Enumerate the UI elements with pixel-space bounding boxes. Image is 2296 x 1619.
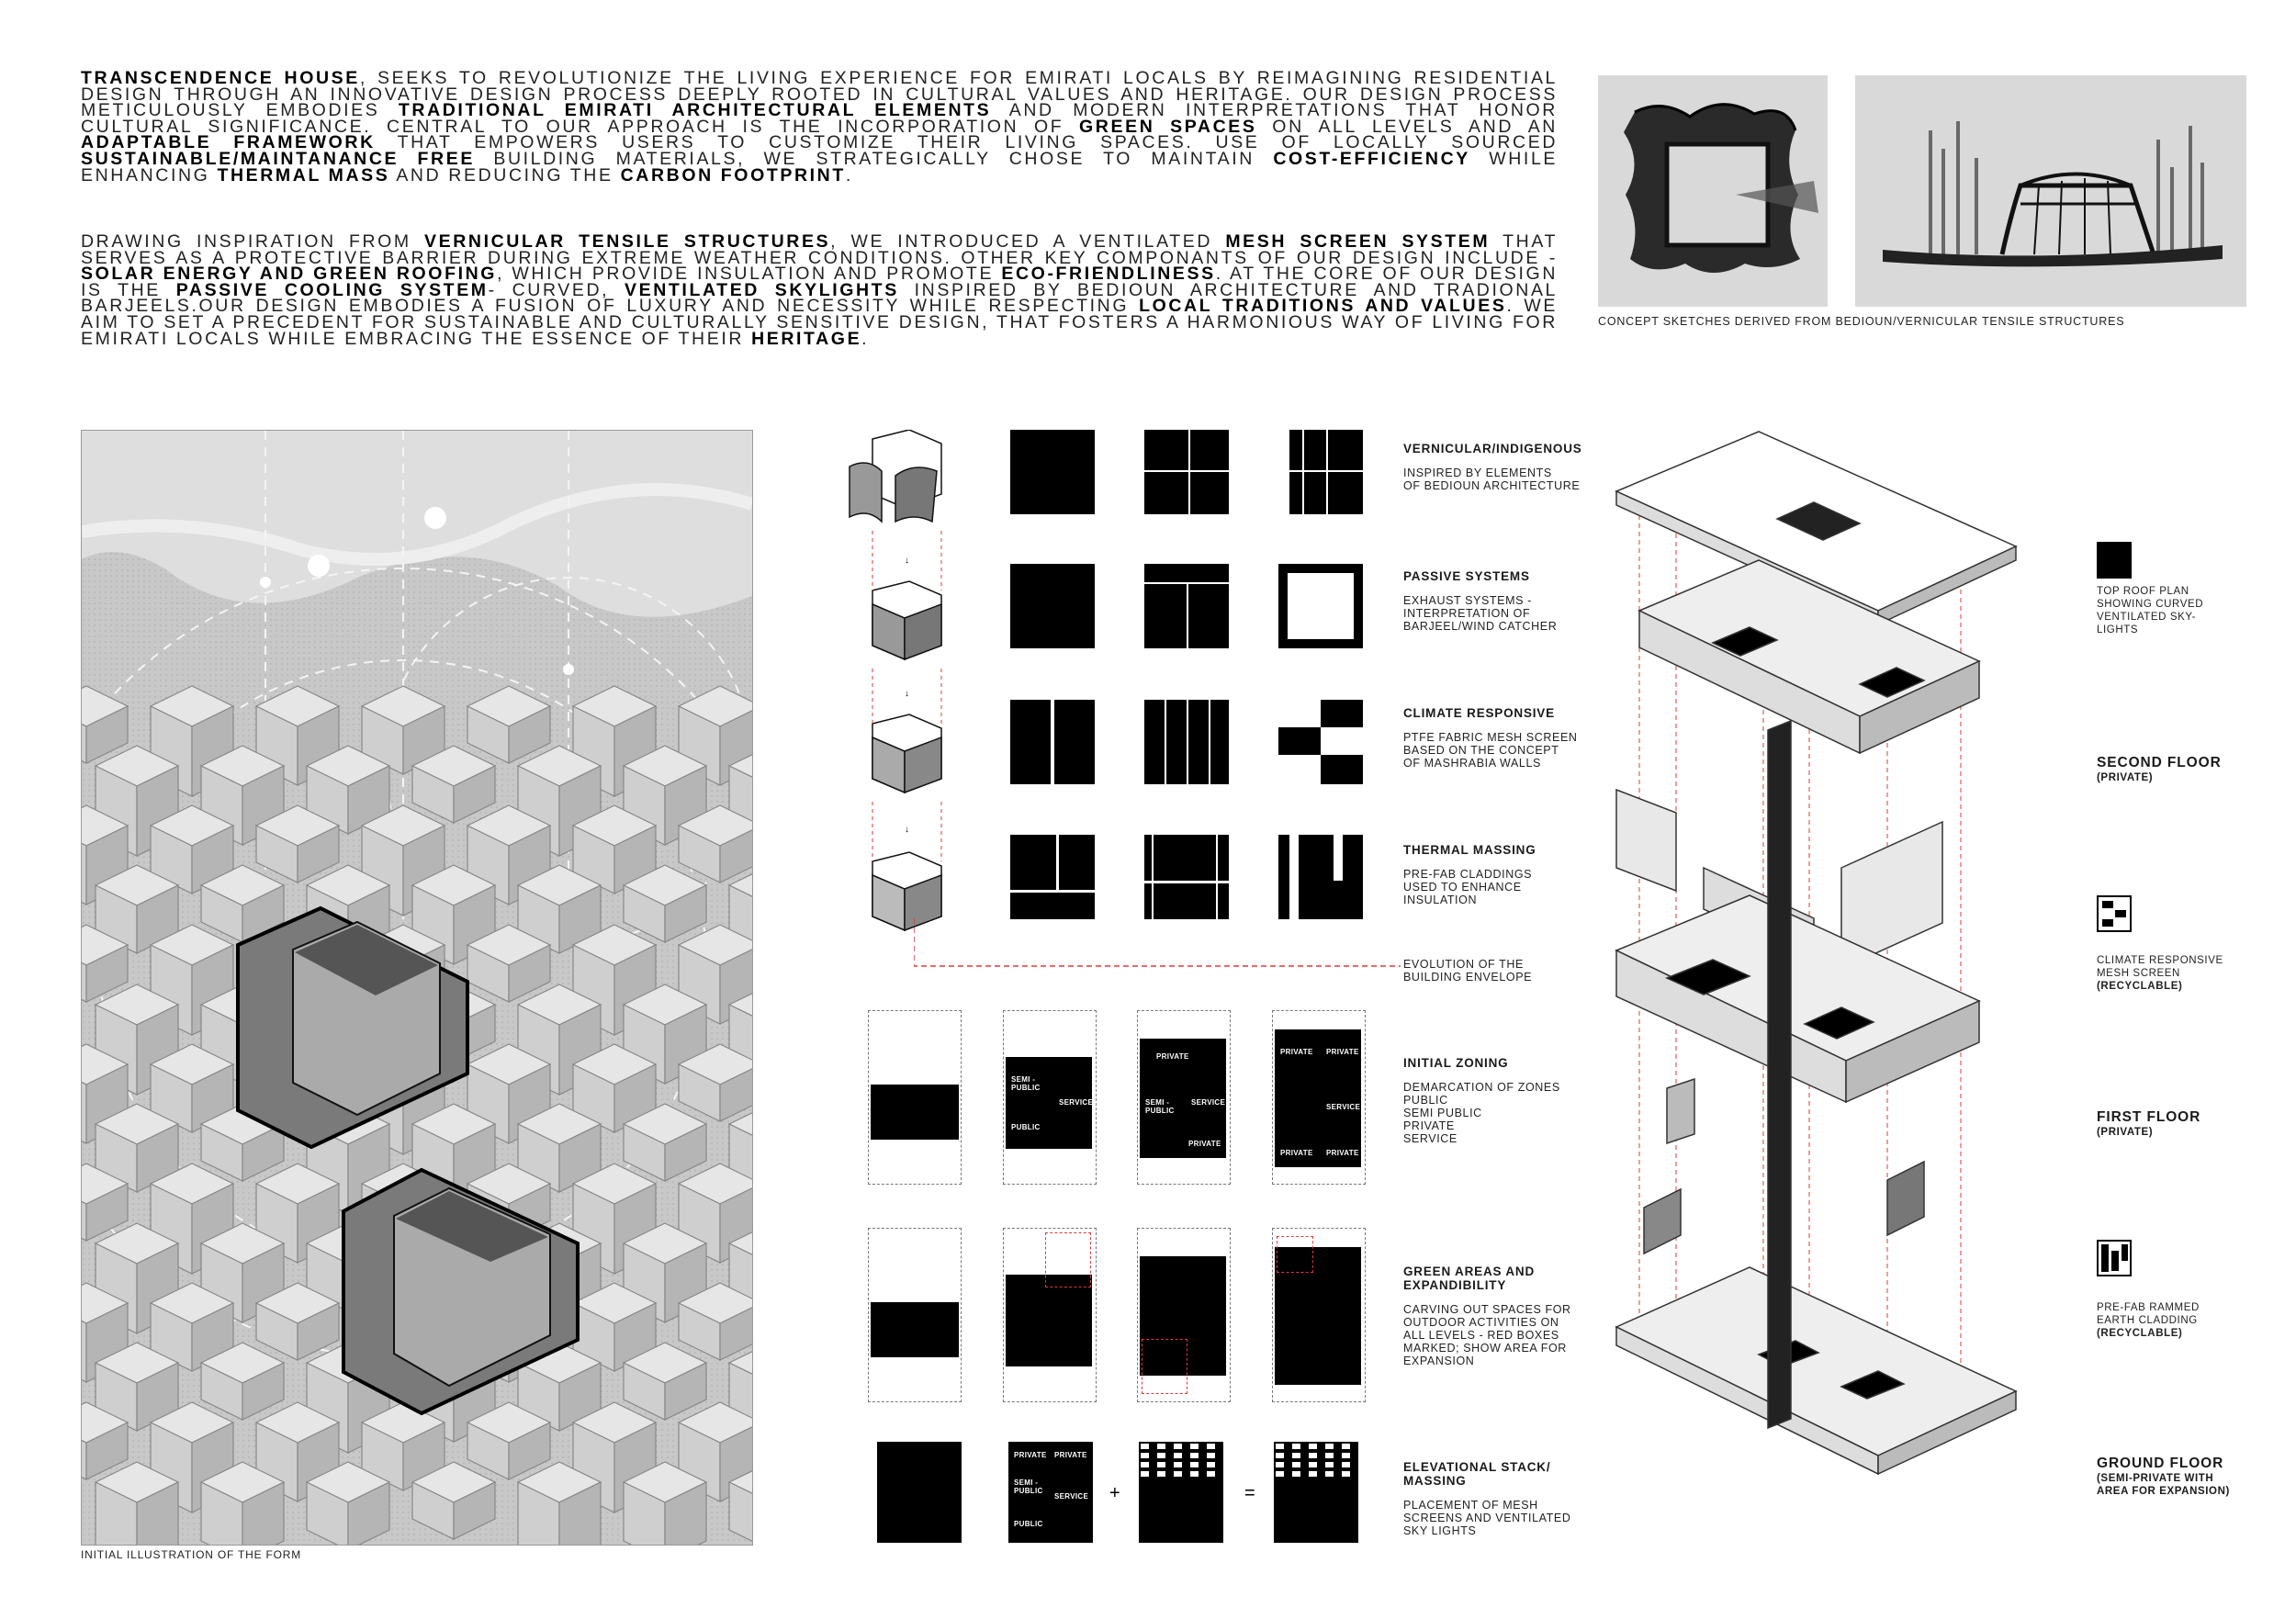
mesh-cell	[1207, 1462, 1215, 1467]
para2-run-16: .	[861, 328, 870, 349]
mesh-cell	[1207, 1453, 1215, 1458]
legend-roof: TOP ROOF PLAN SHOWING CURVED VENTILATED SKY- LIGHTS	[2097, 586, 2204, 635]
zoning-frame	[1137, 1228, 1231, 1402]
stack-block	[877, 1442, 962, 1543]
evolution-square-cut	[1216, 835, 1218, 919]
evo-row-1-desc: INSPIRED BY ELEMENTS OF BEDIOUN ARCHITECTURE	[1403, 467, 1581, 492]
stack-block	[1008, 1442, 1093, 1543]
floor-label-ground: GROUND FLOOR (SEMI-PRIVATE WITH AREA FOR EXPANSION)	[2097, 1456, 2230, 1497]
evolution-square	[1278, 564, 1363, 648]
mesh-cell	[1276, 1444, 1284, 1449]
para2-run-9: PASSIVE COOLING SYSTEM	[175, 279, 489, 300]
zoning-row-1-desc: DEMARCATION OF ZONES PUBLIC SEMI PUBLIC PRIVATE SERVICE	[1403, 1081, 1560, 1145]
para2-run-11: VENTILATED SKYLIGHTS	[625, 279, 899, 300]
sketch-caption: CONCEPT SKETCHES DERIVED FROM BEDIOUN/VERNICULAR TENSILE STRUCTURES	[1598, 315, 2125, 328]
para2-run-1: VERNICULAR TENSILE STRUCTURES	[424, 231, 831, 252]
para2-run-13: LOCAL TRADITIONS AND VALUES	[1139, 296, 1507, 317]
zone-label-semi-public: SEMI - PUBLIC	[1145, 1098, 1175, 1115]
intro-paragraph-1	[81, 68, 1559, 186]
mesh-cell	[1276, 1471, 1284, 1477]
zone-label-private: PRIVATE	[1326, 1048, 1359, 1056]
mesh-cell	[1292, 1462, 1300, 1467]
mesh-cell	[1342, 1471, 1350, 1477]
stack-zone-label: SERVICE	[1054, 1492, 1089, 1501]
para1-run-3: AND MODERN INTERPRETATIONS THAT HONOR CULTURAL SIGNIFICANCE. CENTRAL TO OUR APPROACH IS THE INCORPORATION OF	[81, 100, 1558, 137]
para1-run-0: TRANSCENDENCE HOUSE	[81, 68, 360, 88]
zoning-row-1-title: INITIAL ZONING	[1403, 1056, 1509, 1070]
expansion-area-box	[1045, 1232, 1091, 1287]
initial-illustration	[81, 430, 753, 1546]
mesh-cell	[1141, 1471, 1149, 1477]
mesh-cell	[1174, 1444, 1182, 1449]
evo-row-1-label	[1403, 442, 1587, 492]
evolution-square-cut	[1144, 470, 1229, 472]
expansion-area-box	[1142, 1339, 1187, 1394]
zone-label-private: PRIVATE	[1280, 1149, 1313, 1157]
zoning-row-2-title: GREEN AREAS AND EXPANDIBILITY	[1403, 1265, 1536, 1292]
evolution-square-cut	[1165, 700, 1166, 784]
para1-run-4: GREEN SPACES	[1079, 116, 1257, 137]
evo-row-1-title: VERNICULAR/INDIGENOUS	[1403, 442, 1582, 455]
evolution-square-cut	[1056, 835, 1059, 890]
zoning-row-2-label	[1403, 1265, 1587, 1367]
evolution-cubes	[831, 430, 960, 944]
concept-sketch-plan	[1598, 75, 1828, 307]
evolution-square-cut	[1010, 890, 1095, 893]
para1-run-12: THERMAL MASS	[217, 164, 390, 186]
para1-run-1: , SEEKS TO REVOLUTIONIZE THE LIVING EXPERIENCE FOR EMIRATI LOCALS BY REIMAGINING RESIDENTIAL DESIGN THROUGH AN INNOVATIVE DESIGN PROCESS DEEPLY ROOTED IN CULTURAL VALUES AND HERITAGE. OUR DESIGN PROCESS METICULOUSLY EMBODIES	[81, 68, 1558, 121]
evo-row-4-title: THERMAL MASSING	[1403, 843, 1536, 857]
para2-run-0: DRAWING INSPIRATION FROM	[81, 231, 425, 252]
stack-zone-label: PRIVATE	[1054, 1451, 1087, 1459]
para2-run-10: - CURVED,	[488, 279, 625, 300]
evo-row-2-label	[1403, 569, 1587, 633]
evolution-square-cut	[1278, 755, 1321, 784]
para2-run-8: . AT THE CORE OF OUR DESIGN IS THE	[81, 264, 1558, 300]
mesh-cell	[1174, 1471, 1182, 1477]
mesh-cell	[1157, 1462, 1165, 1467]
evolution-square	[1010, 835, 1095, 919]
zoning-frame	[868, 1228, 962, 1402]
mesh-cell	[1174, 1453, 1182, 1458]
evolution-square-cut	[1144, 881, 1229, 883]
evolution-square-cut	[1278, 430, 1289, 514]
zone-label-service: SERVICE	[1326, 1103, 1361, 1111]
floor-label-first: FIRST FLOOR (PRIVATE)	[2097, 1109, 2201, 1138]
evolution-square	[1278, 430, 1363, 514]
mesh-cell	[1141, 1462, 1149, 1467]
zone-block	[1006, 1275, 1092, 1366]
para1-run-5: ON ALL LEVELS AND AN	[1256, 116, 1558, 137]
mesh-cell	[1276, 1462, 1284, 1467]
para2-run-12: INSPIRED BY BEDIOUN ARCHITECTURE AND TRADIONAL BARJEELS.OUR DESIGN EMBODIES A FUSION OF LUXURY AND NECESSITY WHILE RESPECTING	[81, 279, 1558, 317]
evolution-square	[1278, 835, 1363, 919]
floor-label-second: SECOND FLOOR (PRIVATE)	[2097, 755, 2222, 783]
svg-text:↓: ↓	[905, 689, 909, 699]
mesh-cell	[1309, 1444, 1317, 1449]
evo-row-2-title: PASSIVE SYSTEMS	[1403, 569, 1530, 583]
evolution-square	[1278, 700, 1363, 784]
stack-block	[1139, 1442, 1223, 1543]
para1-run-6: ADAPTABLE FRAMEWORK	[81, 132, 376, 153]
mesh-cell	[1174, 1462, 1182, 1467]
evolution-square-cut	[1326, 430, 1328, 514]
evo-row-3-desc: PTFE FABRIC MESH SCREEN BASED ON THE CONCEPT OF MASHRABIA WALLS	[1403, 731, 1578, 770]
evolution-square	[1144, 835, 1229, 919]
zoning-frame	[1272, 1010, 1366, 1185]
para1-run-14: CARBON FOOTPRINT	[620, 164, 846, 186]
concept-sketch-elevation	[1855, 75, 2246, 307]
evo-row-3-title: CLIMATE RESPONSIVE	[1403, 706, 1555, 720]
evolution-square	[1010, 700, 1095, 784]
mesh-cell	[1292, 1444, 1300, 1449]
mesh-cell	[1309, 1471, 1317, 1477]
evo-row-4-label	[1403, 843, 1587, 906]
stack-zone-label: SEMI - PUBLIC	[1014, 1478, 1043, 1495]
zoning-frame	[1003, 1228, 1097, 1402]
mesh-cell	[1141, 1444, 1149, 1449]
evolution-square-cut	[1302, 430, 1304, 514]
evolution-square	[1144, 564, 1229, 648]
mesh-cell	[1292, 1471, 1300, 1477]
zoning-frame	[1003, 1010, 1097, 1185]
stack-zone-label: PRIVATE	[1014, 1451, 1047, 1459]
mesh-cell	[1342, 1462, 1350, 1467]
para2-run-6: , WHICH PROVIDE INSULATION AND PROMOTE	[497, 264, 1002, 285]
envelope-note: EVOLUTION OF THE BUILDING ENVELOPE	[1403, 958, 1533, 984]
para1-run-13: AND REDUCING THE	[389, 164, 621, 186]
para2-run-4: THAT SERVES AS A PROTECTIVE BARRIER DURING EXTREME WEATHER CONDITIONS. OTHER KEY COMPONANTS OF OUR DESIGN INCLUDE -	[81, 231, 1558, 268]
para2-run-3: MESH SCREEN SYSTEM	[1225, 231, 1491, 252]
svg-text:↓: ↓	[905, 556, 909, 566]
para1-run-11: WHILE ENHANCING	[81, 148, 1559, 186]
zoning-row-1-label	[1403, 1056, 1587, 1145]
expansion-area-box	[1277, 1236, 1313, 1273]
roof-plan-icon	[2097, 542, 2132, 579]
mesh-cell	[1342, 1453, 1350, 1458]
mesh-cell	[1157, 1444, 1165, 1449]
evolution-square	[1010, 430, 1095, 514]
evolution-square	[1144, 430, 1229, 514]
evolution-square-cut	[1288, 573, 1354, 639]
zone-label-private: PRIVATE	[1326, 1149, 1359, 1157]
mesh-cell	[1207, 1444, 1215, 1449]
stack-block	[1274, 1442, 1358, 1543]
mesh-cell	[1190, 1453, 1199, 1458]
mesh-cell	[1190, 1444, 1199, 1449]
para1-run-15: .	[845, 164, 853, 186]
zone-label-public: PUBLIC	[1011, 1123, 1041, 1131]
zoning-row-3-label	[1403, 1460, 1587, 1537]
svg-text:↓: ↓	[905, 825, 909, 835]
evo-row-2-desc: EXHAUST SYSTEMS - INTERPRETATION OF BARJEEL/WIND CATCHER	[1403, 594, 1558, 633]
rammed-earth-cladding-icon	[2097, 1240, 2132, 1276]
mesh-cell	[1141, 1453, 1149, 1458]
envelope-leader-line	[914, 918, 1410, 973]
intro-paragraph-2	[81, 231, 1559, 349]
plus-sign: +	[1109, 1483, 1120, 1503]
legend-cladding: PRE-FAB RAMMED EARTH CLADDING (RECYCLABLE)	[2097, 1302, 2200, 1339]
zoning-frame	[868, 1010, 962, 1185]
para1-run-10: COST-EFFICIENCY	[1273, 148, 1470, 169]
mesh-cell	[1157, 1471, 1165, 1477]
zoning-frame	[1137, 1010, 1231, 1185]
para2-run-15: HERITAGE	[751, 328, 862, 349]
mesh-cell	[1325, 1444, 1334, 1449]
zoning-row-3-title: ELEVATIONAL STACK/ MASSING	[1403, 1460, 1551, 1488]
illustration-caption: INITIAL ILLUSTRATION OF THE FORM	[81, 1548, 302, 1561]
zone-label-private: PRIVATE	[1156, 1052, 1189, 1061]
zoning-row-3-desc: PLACEMENT OF MESH SCREENS AND VENTILATED SKY LIGHTS	[1403, 1499, 1571, 1537]
zone-label-service: SERVICE	[1059, 1098, 1094, 1107]
evolution-square-cut	[1187, 700, 1188, 784]
zone-label-private: PRIVATE	[1280, 1048, 1313, 1056]
evolution-square-cut	[1278, 700, 1321, 727]
evo-row-3-label	[1403, 706, 1587, 770]
mesh-screen-icon	[2097, 895, 2132, 932]
para2-run-2: , WE INTRODUCED A VENTILATED	[830, 231, 1226, 252]
legend-mesh: CLIMATE RESPONSIVE MESH SCREEN (RECYCLABLE)	[2097, 955, 2223, 992]
para1-run-7: THAT EMPOWERS USERS TO CUSTOMIZE THEIR LIVING SPACES. USE OF LOCALLY SOURCED	[375, 132, 1559, 153]
evolution-square-cut	[1187, 582, 1188, 648]
para2-run-7: ECO-FRIENDLINESS	[1001, 264, 1216, 285]
evolution-square-cut	[1209, 700, 1210, 784]
stack-zone-label: PUBLIC	[1014, 1520, 1043, 1528]
mesh-cell	[1325, 1471, 1334, 1477]
para1-run-9: BUILDING MATERIALS, WE STRATEGICALLY CHOSE TO MAINTAIN	[474, 148, 1274, 169]
zoning-row-2-desc: CARVING OUT SPACES FOR OUTDOOR ACTIVITIES ON ALL LEVELS - RED BOXES MARKED; SHOW AREA FOR EXPANSION	[1403, 1303, 1571, 1367]
zone-label-private: PRIVATE	[1188, 1140, 1221, 1148]
zone-label-service: SERVICE	[1191, 1098, 1226, 1107]
mesh-cell	[1276, 1453, 1284, 1458]
mesh-cell	[1157, 1453, 1165, 1458]
mesh-cell	[1190, 1462, 1199, 1467]
evolution-square-cut	[1152, 835, 1154, 919]
equals-sign: =	[1244, 1483, 1255, 1503]
evolution-square-cut	[1278, 470, 1363, 472]
zone-block	[871, 1085, 959, 1140]
mesh-cell	[1309, 1462, 1317, 1467]
mesh-cell	[1325, 1453, 1334, 1458]
para1-run-2: TRADITIONAL EMIRATI ARCHITECTURAL ELEMENTS	[398, 100, 992, 121]
evolution-square	[1144, 700, 1229, 784]
zoning-frame	[1272, 1228, 1366, 1402]
evolution-square-cut	[1289, 835, 1299, 919]
mesh-cell	[1190, 1471, 1199, 1477]
mesh-cell	[1325, 1462, 1334, 1467]
mesh-cell	[1309, 1453, 1317, 1458]
mesh-cell	[1292, 1453, 1300, 1458]
evolution-square-cut	[1334, 835, 1343, 881]
evo-row-4-desc: PRE-FAB CLADDINGS USED TO ENHANCE INSULATION	[1403, 868, 1533, 906]
evolution-square	[1010, 564, 1095, 648]
mesh-cell	[1207, 1471, 1215, 1477]
para1-run-8: SUSTAINABLE/MAINTANANCE FREE	[81, 148, 475, 169]
exploded-axonometric	[1612, 427, 2043, 1538]
para2-run-14: . WE AIM TO SET A PRECEDENT FOR SUSTAINABLE AND CULTURALLY SENSITIVE DESIGN, THAT FOSTERS A HARMONIOUS WAY OF LIVING FOR EMIRATI LOCALS WHILE EMBRACING THE ESSENCE OF THEIR	[81, 296, 1559, 349]
zone-label-semi-public: SEMI - PUBLIC	[1011, 1075, 1041, 1092]
para2-run-5: SOLAR ENERGY AND GREEN ROOFING	[81, 264, 498, 285]
mesh-cell	[1342, 1444, 1350, 1449]
evolution-square-cut	[1051, 700, 1054, 784]
evolution-square-cut	[1188, 430, 1190, 514]
evolution-square-cut	[1321, 727, 1363, 755]
zone-block	[871, 1302, 959, 1357]
